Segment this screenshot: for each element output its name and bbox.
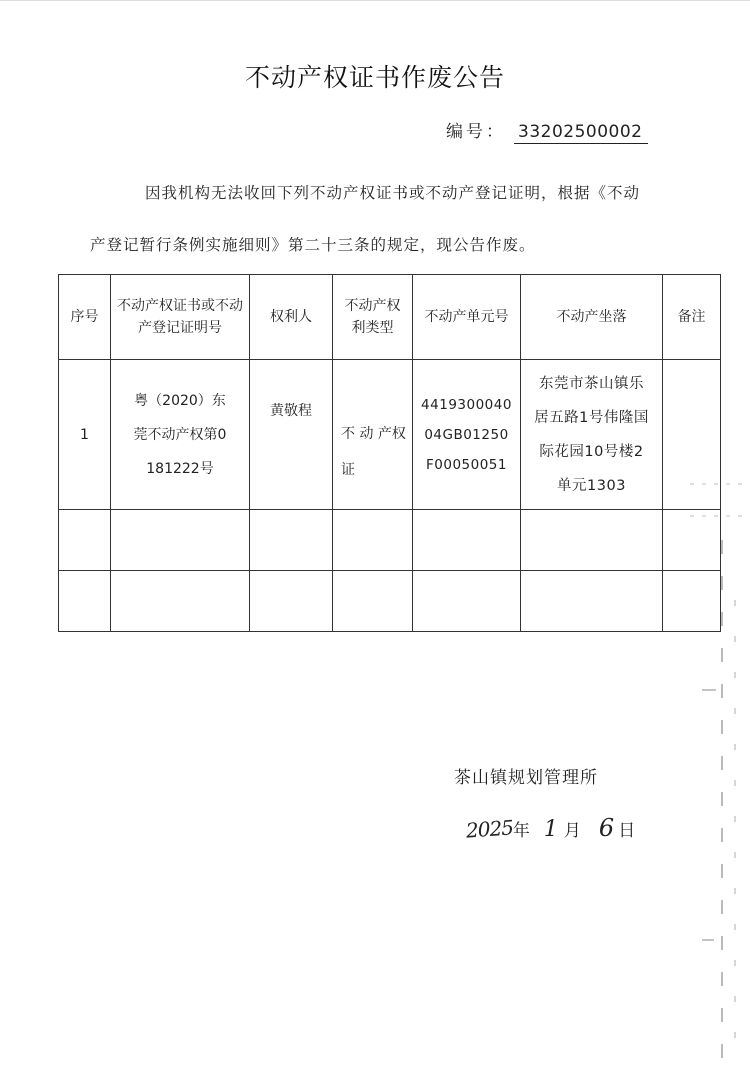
empty-cell — [59, 571, 111, 632]
date-month-unit: 月 — [563, 821, 581, 841]
announcement-number — [446, 117, 648, 144]
header-unit-no: 不动产单元号 — [413, 275, 521, 360]
cell-unit-no: 441930004004GB01250F00050051 — [413, 360, 521, 510]
cell-location: 东莞市茶山镇乐居五路1号伟隆国际花园10号楼2单元1303 — [521, 360, 663, 510]
empty-cell — [250, 571, 333, 632]
table-row-empty — [59, 510, 721, 571]
date-month: 1 — [543, 817, 558, 842]
header-certificate-no: 不动产权证书或不动产登记证明号 — [111, 275, 250, 360]
empty-cell — [663, 571, 721, 632]
empty-cell — [663, 510, 721, 571]
date-year: 2025 — [465, 815, 514, 843]
issuing-authority: 茶山镇规划管理所 — [454, 768, 598, 788]
table-row — [59, 360, 721, 510]
page-title: 不动产权证书作废公告 — [244, 63, 505, 92]
header-rights-holder: 权利人 — [250, 275, 333, 360]
date-year-unit: 年 — [512, 821, 530, 841]
issue-date — [466, 814, 635, 842]
cell-right-type: 不 动 产权证 — [333, 360, 413, 510]
cell-remarks — [663, 360, 721, 510]
announcement-paragraph-line-1: 因我机构无法收回下列不动产权证书或不动产登记证明，根据《不动 — [145, 184, 641, 202]
table-header-row — [59, 275, 721, 360]
header-right-type: 不动产权利类型 — [333, 275, 413, 360]
empty-cell — [521, 571, 663, 632]
empty-cell — [521, 510, 663, 571]
cell-certificate-no: 粤（2020）东莞不动产权第0181222号 — [111, 360, 250, 510]
cell-rights-holder: 黄敬程 — [250, 360, 333, 510]
table-row-empty — [59, 571, 721, 632]
empty-cell — [333, 510, 413, 571]
header-seq: 序号 — [59, 275, 111, 360]
void-certificate-table — [58, 274, 721, 632]
number-label: 编号： — [446, 122, 506, 142]
number-value: 33202500002 — [514, 122, 648, 144]
empty-cell — [111, 510, 250, 571]
empty-cell — [413, 510, 521, 571]
empty-cell — [250, 510, 333, 571]
empty-cell — [59, 510, 111, 571]
header-location: 不动产坐落 — [521, 275, 663, 360]
announcement-paragraph-line-2: 产登记暂行条例实施细则》第二十三条的规定，现公告作废。 — [90, 236, 536, 254]
header-remarks: 备注 — [663, 275, 721, 360]
cell-seq: 1 — [59, 360, 111, 510]
empty-cell — [111, 571, 250, 632]
empty-cell — [413, 571, 521, 632]
date-day: 6 — [598, 814, 615, 842]
date-day-unit: 日 — [618, 821, 636, 841]
empty-cell — [333, 571, 413, 632]
